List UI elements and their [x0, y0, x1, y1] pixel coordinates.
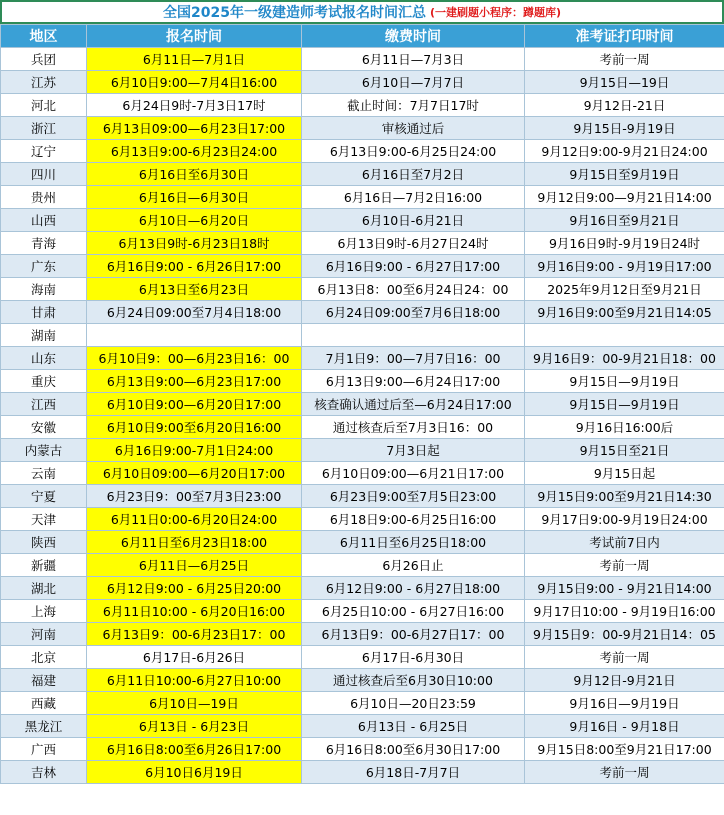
admit-card-time-cell: 9月15日—9月19日	[525, 370, 724, 393]
admit-card-time-cell: 考前一周	[525, 554, 724, 577]
admit-card-time-cell: 9月12日9:00-9月21日24:00	[525, 140, 724, 163]
fee-time-cell: 通过核查后至7月3日16：00	[302, 416, 525, 439]
fee-time-cell: 6月11日—7月3日	[302, 48, 525, 71]
admit-card-time-cell: 9月16日16:00后	[525, 416, 724, 439]
registration-time-cell: 6月13日至6月23日	[87, 278, 302, 301]
region-cell: 四川	[1, 163, 87, 186]
registration-time-cell: 6月11日—7月1日	[87, 48, 302, 71]
admit-card-time-cell: 9月15日至21日	[525, 439, 724, 462]
registration-time-cell: 6月10日9:00—6月20日17:00	[87, 393, 302, 416]
table-row	[1, 324, 724, 347]
table-row	[1, 393, 724, 416]
region-cell: 青海	[1, 232, 87, 255]
table-row	[1, 600, 724, 623]
admit-card-time-cell: 考前一周	[525, 646, 724, 669]
region-cell: 辽宁	[1, 140, 87, 163]
registration-time-cell: 6月11日至6月23日18:00	[87, 531, 302, 554]
admit-card-time-cell	[525, 324, 724, 347]
region-cell: 新疆	[1, 554, 87, 577]
registration-time-cell: 6月13日9时-6月23日18时	[87, 232, 302, 255]
region-cell: 云南	[1, 462, 87, 485]
fee-time-cell: 6月11日至6月25日18:00	[302, 531, 525, 554]
admit-card-time-cell: 9月16日 - 9月18日	[525, 715, 724, 738]
table-body	[1, 48, 724, 784]
fee-time-cell: 6月16日—7月2日16:00	[302, 186, 525, 209]
table-row	[1, 669, 724, 692]
fee-time-cell: 6月13日9：00-6月27日17：00	[302, 623, 525, 646]
fee-time-cell: 6月25日10:00 - 6月27日16:00	[302, 600, 525, 623]
admit-card-time-cell: 9月12日9:00—9月21日14:00	[525, 186, 724, 209]
page-title: 全国2025年一级建造师考试报名时间汇总	[162, 5, 426, 21]
fee-time-cell: 6月24日09:00至7月6日18:00	[302, 301, 525, 324]
registration-time-cell: 6月24日9时-7月3日17时	[87, 94, 302, 117]
registration-time-cell: 6月10日6月19日	[87, 761, 302, 784]
page-subtitle: (一建刷题小程序：蹲题库)	[429, 6, 562, 19]
region-cell: 兵团	[1, 48, 87, 71]
admit-card-time-cell: 9月12日-21日	[525, 94, 724, 117]
fee-time-cell: 6月23日9:00至7月5日23:00	[302, 485, 525, 508]
registration-time-cell: 6月11日10:00 - 6月20日16:00	[87, 600, 302, 623]
table-row	[1, 738, 724, 761]
table-row	[1, 209, 724, 232]
region-cell: 吉林	[1, 761, 87, 784]
registration-time-cell: 6月11日—6月25日	[87, 554, 302, 577]
registration-time-cell: 6月13日09:00—6月23日17:00	[87, 117, 302, 140]
admit-card-time-cell: 9月15日9:00至9月21日14:30	[525, 485, 724, 508]
admit-card-time-cell: 9月15日8:00至9月21日17:00	[525, 738, 724, 761]
admit-card-time-cell: 9月15日9：00-9月21日14：05	[525, 623, 724, 646]
admit-card-time-cell: 9月16日9：00-9月21日18：00	[525, 347, 724, 370]
table-row	[1, 577, 724, 600]
registration-time-cell: 6月13日9:00-6月23日24:00	[87, 140, 302, 163]
fee-time-cell: 6月26日止	[302, 554, 525, 577]
column-header-admit-card-time: 准考证打印时间	[525, 25, 724, 48]
admit-card-time-cell: 9月15日—19日	[525, 71, 724, 94]
fee-time-cell: 6月13日9:00-6月25日24:00	[302, 140, 525, 163]
registration-time-cell: 6月11日0:00-6月20日24:00	[87, 508, 302, 531]
fee-time-cell: 审核通过后	[302, 117, 525, 140]
table-row	[1, 531, 724, 554]
region-cell: 湖北	[1, 577, 87, 600]
region-cell: 江苏	[1, 71, 87, 94]
table-row	[1, 48, 724, 71]
fee-time-cell: 6月16日9:00 - 6月27日17:00	[302, 255, 525, 278]
table-row	[1, 370, 724, 393]
fee-time-cell: 6月10日-6月21日	[302, 209, 525, 232]
table-row	[1, 71, 724, 94]
table-row	[1, 485, 724, 508]
registration-time-cell: 6月10日—19日	[87, 692, 302, 715]
fee-time-cell: 6月17日-6月30日	[302, 646, 525, 669]
fee-time-cell	[302, 324, 525, 347]
table-header-row	[1, 25, 724, 48]
registration-time-cell: 6月16日9:00 - 6月26日17:00	[87, 255, 302, 278]
table-row	[1, 761, 724, 784]
registration-time-cell: 6月16日9:00-7月1日24:00	[87, 439, 302, 462]
fee-time-cell: 6月18日9:00-6月25日16:00	[302, 508, 525, 531]
table-row	[1, 163, 724, 186]
fee-time-cell: 6月18日-7月7日	[302, 761, 525, 784]
registration-time-cell: 6月23日9：00至7月3日23:00	[87, 485, 302, 508]
admit-card-time-cell: 9月15日起	[525, 462, 724, 485]
fee-time-cell: 6月12日9:00 - 6月27日18:00	[302, 577, 525, 600]
region-cell: 山东	[1, 347, 87, 370]
table-row	[1, 140, 724, 163]
table-row	[1, 439, 724, 462]
fee-time-cell: 6月10日—7月7日	[302, 71, 525, 94]
region-cell: 天津	[1, 508, 87, 531]
table-row	[1, 186, 724, 209]
admit-card-time-cell: 考前一周	[525, 761, 724, 784]
region-cell: 广西	[1, 738, 87, 761]
admit-card-time-cell: 9月16日9:00至9月21日14:05	[525, 301, 724, 324]
column-header-region: 地区	[1, 25, 87, 48]
region-cell: 内蒙古	[1, 439, 87, 462]
admit-card-time-cell: 9月15日—9月19日	[525, 393, 724, 416]
fee-time-cell: 7月1日9：00—7月7日16：00	[302, 347, 525, 370]
admit-card-time-cell: 9月16日至9月21日	[525, 209, 724, 232]
region-cell: 贵州	[1, 186, 87, 209]
registration-time-cell: 6月16日8:00至6月26日17:00	[87, 738, 302, 761]
table-row	[1, 278, 724, 301]
table-row	[1, 94, 724, 117]
table-row	[1, 554, 724, 577]
region-cell: 北京	[1, 646, 87, 669]
table-row	[1, 301, 724, 324]
table-row	[1, 646, 724, 669]
table-row	[1, 416, 724, 439]
region-cell: 河南	[1, 623, 87, 646]
region-cell: 广东	[1, 255, 87, 278]
registration-time-cell: 6月16日—6月30日	[87, 186, 302, 209]
admit-card-time-cell: 考前一周	[525, 48, 724, 71]
region-cell: 甘肃	[1, 301, 87, 324]
table-row	[1, 623, 724, 646]
admit-card-time-cell: 9月15日9:00 - 9月21日14:00	[525, 577, 724, 600]
registration-time-cell: 6月10日9:00—7月4日16:00	[87, 71, 302, 94]
region-cell: 浙江	[1, 117, 87, 140]
admit-card-time-cell: 9月15日-9月19日	[525, 117, 724, 140]
registration-time-cell: 6月24日09:00至7月4日18:00	[87, 301, 302, 324]
admit-card-time-cell: 9月12日-9月21日	[525, 669, 724, 692]
region-cell: 宁夏	[1, 485, 87, 508]
admit-card-time-cell: 9月16日—9月19日	[525, 692, 724, 715]
fee-time-cell: 6月13日 - 6月25日	[302, 715, 525, 738]
region-cell: 重庆	[1, 370, 87, 393]
table-row	[1, 508, 724, 531]
table-row	[1, 347, 724, 370]
fee-time-cell: 6月16日8:00至6月30日17:00	[302, 738, 525, 761]
admit-card-time-cell: 9月15日至9月19日	[525, 163, 724, 186]
admit-card-time-cell: 9月17日9:00-9月19日24:00	[525, 508, 724, 531]
region-cell: 西藏	[1, 692, 87, 715]
region-cell: 黑龙江	[1, 715, 87, 738]
column-header-fee-time: 缴费时间	[302, 25, 525, 48]
fee-time-cell: 6月16日至7月2日	[302, 163, 525, 186]
registration-time-cell: 6月11日10:00-6月27日10:00	[87, 669, 302, 692]
region-cell: 江西	[1, 393, 87, 416]
region-cell: 湖南	[1, 324, 87, 347]
admit-card-time-cell: 考试前7日内	[525, 531, 724, 554]
registration-time-cell: 6月13日 - 6月23日	[87, 715, 302, 738]
region-cell: 上海	[1, 600, 87, 623]
table-row	[1, 462, 724, 485]
registration-time-cell: 6月12日9:00 - 6月25日20:00	[87, 577, 302, 600]
fee-time-cell: 6月13日9时-6月27日24时	[302, 232, 525, 255]
admit-card-time-cell: 9月16日9时-9月19日24时	[525, 232, 724, 255]
table-row	[1, 117, 724, 140]
fee-time-cell: 通过核查后至6月30日10:00	[302, 669, 525, 692]
region-cell: 陕西	[1, 531, 87, 554]
registration-time-cell: 6月10日—6月20日	[87, 209, 302, 232]
region-cell: 山西	[1, 209, 87, 232]
registration-time-cell	[87, 324, 302, 347]
column-header-registration-time: 报名时间	[87, 25, 302, 48]
fee-time-cell: 6月13日8：00至6月24日24：00	[302, 278, 525, 301]
fee-time-cell: 截止时间：7月7日17时	[302, 94, 525, 117]
registration-time-cell: 6月10日09:00—6月20日17:00	[87, 462, 302, 485]
title-bar	[0, 0, 724, 24]
registration-time-cell: 6月13日9：00-6月23日17：00	[87, 623, 302, 646]
fee-time-cell: 6月10日09:00—6月21日17:00	[302, 462, 525, 485]
region-cell: 海南	[1, 278, 87, 301]
registration-time-cell: 6月17日-6月26日	[87, 646, 302, 669]
fee-time-cell: 核查确认通过后至—6月24日17:00	[302, 393, 525, 416]
table-row	[1, 715, 724, 738]
fee-time-cell: 7月3日起	[302, 439, 525, 462]
registration-time-cell: 6月10日9:00至6月20日16:00	[87, 416, 302, 439]
table-row	[1, 255, 724, 278]
admit-card-time-cell: 2025年9月12日至9月21日	[525, 278, 724, 301]
table-row	[1, 232, 724, 255]
admit-card-time-cell: 9月17日10:00 - 9月19日16:00	[525, 600, 724, 623]
admit-card-time-cell: 9月16日9:00 - 9月19日17:00	[525, 255, 724, 278]
registration-time-cell: 6月10日9：00—6月23日16：00	[87, 347, 302, 370]
region-cell: 河北	[1, 94, 87, 117]
table-row	[1, 692, 724, 715]
fee-time-cell: 6月13日9:00—6月24日17:00	[302, 370, 525, 393]
region-cell: 安徽	[1, 416, 87, 439]
registration-time-cell: 6月16日至6月30日	[87, 163, 302, 186]
registration-table	[0, 24, 724, 784]
fee-time-cell: 6月10日—20日23:59	[302, 692, 525, 715]
registration-time-cell: 6月13日9:00—6月23日17:00	[87, 370, 302, 393]
region-cell: 福建	[1, 669, 87, 692]
